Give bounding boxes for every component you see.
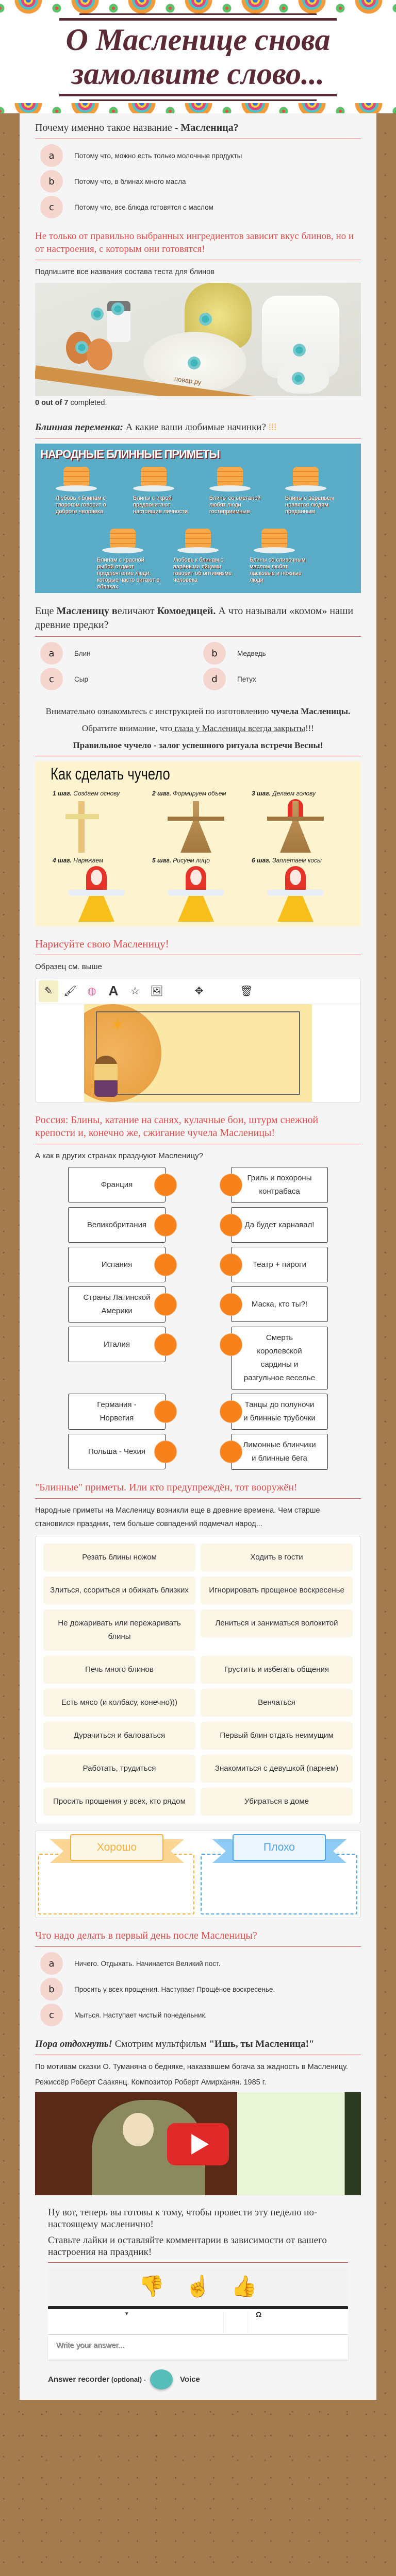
section-heading: Россия: Блины, катание на санях, кулачные бои, штурм снежной крепости и, конечно же, сжигание чучела Масленицы!	[35, 1114, 319, 1139]
match-right-label: Да будет карнавал!	[244, 1220, 315, 1229]
step-text: Формируем объем	[171, 790, 226, 797]
step-caption	[252, 857, 322, 864]
sortable-item[interactable]: Печь много блинов	[43, 1656, 195, 1684]
option-text: Ничего. Отдыхать. Начинается Великий пост.	[74, 1959, 221, 1968]
good-category-label: Хорошо	[70, 1834, 163, 1861]
label-hotspot[interactable]	[111, 302, 124, 315]
step-caption	[53, 790, 120, 797]
match-left-label: Франция	[101, 1180, 133, 1189]
step-number: 1 шаг.	[53, 790, 72, 797]
straw-body	[280, 801, 311, 853]
match-right-item[interactable]	[231, 1394, 328, 1430]
match-left-item[interactable]	[68, 1327, 166, 1362]
scarecrow-instructions-image	[35, 761, 361, 926]
match-right-label: Маска, кто ты?!	[251, 1299, 308, 1309]
plate	[177, 547, 219, 553]
question-last	[35, 1929, 361, 2026]
sleeves	[168, 890, 224, 896]
plate	[133, 485, 174, 492]
closing-text: Ставьте лайки и оставляйте комментарии в зависимости от вашего настроения на праздник!	[48, 2235, 327, 2258]
boy-character	[94, 1056, 118, 1097]
video-section	[35, 2038, 361, 2195]
answer-option[interactable]	[35, 196, 361, 218]
step-text: Рисуем лицо	[171, 857, 210, 864]
editor-toolbar	[48, 2309, 348, 2335]
cross-vertical	[78, 801, 85, 853]
separator	[223, 2311, 224, 2333]
question-3	[35, 604, 361, 693]
title-line: О Масленице снова	[65, 23, 331, 57]
answer-option[interactable]	[35, 642, 198, 665]
match-connector-dot[interactable]	[154, 1400, 177, 1423]
match-connector-dot[interactable]	[220, 1400, 242, 1423]
option-letter-badge: b	[40, 1978, 63, 2001]
match-right-label: Смерть королевской сардины и разгульное веселье	[243, 1333, 316, 1382]
star-icon[interactable]: ☆	[130, 986, 140, 997]
infographic-caption: Блины со сметаной любят люди гостеприимные	[209, 495, 261, 515]
section-heading: "Блинные" приметы. Или кто предупреждён, тот вооружён!	[35, 1482, 298, 1493]
progress-status: 0 out of 7 completed.	[35, 399, 107, 407]
sleeves	[68, 890, 125, 896]
step-caption	[152, 790, 226, 797]
plate	[285, 485, 326, 492]
scarecrow-section	[35, 705, 361, 926]
match-left-item[interactable]	[68, 1286, 166, 1323]
page-header	[0, 0, 396, 113]
drawing-canvas[interactable]	[84, 1004, 312, 1102]
match-left-item[interactable]	[68, 1167, 166, 1202]
match-right-item[interactable]	[231, 1207, 328, 1243]
page-title	[0, 23, 396, 91]
option-text: Мыться. Наступает чистый понедельник.	[74, 2011, 207, 2019]
match-right-item[interactable]	[231, 1434, 328, 1470]
header-pattern	[0, 103, 396, 113]
section-heading: Нарисуйте свою Масленицу!	[35, 938, 169, 950]
step-number: 3 шаг.	[252, 790, 271, 797]
answer-input[interactable]	[48, 2335, 348, 2360]
bad-category-label: Плохо	[233, 1834, 326, 1861]
instruction-emphasis: Правильное чучело - залог успешного ритуала встречи Весны!	[73, 740, 323, 750]
step-text: Заплетаем косы	[270, 857, 322, 864]
video-description: По мотивам сказки О. Туманяна о бедняке, наказавшем богача за жадность в Масленицу.	[35, 2063, 348, 2071]
step-number: 2 шаг.	[152, 790, 171, 797]
answer-placeholder: Write your answer...	[57, 2342, 125, 2350]
straw-arms	[267, 817, 324, 821]
matching-section	[35, 1114, 361, 1470]
play-button[interactable]	[167, 2123, 229, 2165]
drawing-widget	[35, 978, 361, 1103]
sortable-item[interactable]: Знакомиться с девушкой (парнем)	[201, 1755, 353, 1783]
option-letter-badge: b	[40, 170, 63, 193]
categories-box	[35, 1831, 361, 1918]
brush-icon[interactable]: 🖌	[63, 986, 77, 997]
straw-body	[180, 801, 211, 853]
video-credits: Режиссёр Роберт Саакянц. Композитор Роберт Амирханян. 1985 г.	[35, 2078, 267, 2087]
match-right-item[interactable]	[231, 1286, 328, 1322]
sortable-item[interactable]: Дурачиться и баловаться	[43, 1722, 195, 1750]
step-number: 5 шаг.	[152, 857, 171, 864]
step-text: Делаем голову	[270, 790, 316, 797]
step-number: 6 шаг.	[252, 857, 271, 864]
instruction-text: Подпишите все названия состава теста для блинов	[35, 268, 214, 276]
closed-eyes-link[interactable]: глаза у Масленицы всегда закрыты	[172, 723, 306, 733]
text-icon[interactable]: A	[108, 983, 119, 998]
match-left-item[interactable]	[68, 1247, 166, 1282]
option-letter-badge: d	[203, 668, 226, 690]
option-letter-badge: c	[40, 196, 63, 218]
answer-option[interactable]	[198, 642, 361, 665]
match-connector-dot[interactable]	[154, 1214, 177, 1236]
signs-intro: Народные приметы на Масленицу возникли еще в древние времена. Чем старше становился праздник, тем больше совпадений подмечал народ...	[35, 1506, 320, 1528]
sortable-item[interactable]: Ходить в гости	[201, 1544, 353, 1571]
pancake-stack	[63, 467, 89, 487]
option-letter-badge: c	[40, 668, 63, 690]
question-title: Почему именно такое название - Масленица?	[35, 122, 239, 133]
ingredients-section	[35, 230, 361, 410]
match-connector-dot[interactable]	[154, 1293, 177, 1316]
match-question: А как в других странах празднуют Масленицу?	[35, 1151, 203, 1160]
face	[190, 870, 202, 885]
step-caption	[152, 857, 210, 864]
step-text: Создаем основу	[71, 790, 120, 797]
match-right-label: Гриль и похороны контрабаса	[247, 1174, 312, 1196]
reaction-bar	[48, 2268, 348, 2304]
label-hotspot[interactable]	[91, 308, 104, 320]
color-wheel-icon[interactable]: ◍	[87, 986, 96, 997]
option-letter-badge: b	[203, 642, 226, 665]
pencil-icon[interactable]: ✎	[39, 980, 58, 1002]
label-hotspot[interactable]	[199, 313, 212, 326]
infographic-caption: Любовь к блинам с варёными яйцами говорит об оптимизме человека	[173, 557, 232, 583]
match-left-item[interactable]	[68, 1434, 166, 1469]
sortable-item[interactable]: Злиться, ссориться и обижать близких	[43, 1577, 195, 1604]
plate	[102, 547, 143, 553]
plate	[254, 547, 295, 553]
answer-option[interactable]	[35, 144, 361, 167]
pancake-stack	[293, 467, 319, 487]
face	[91, 870, 102, 885]
infographic-image	[35, 444, 361, 593]
sortable-item[interactable]: Первый блин отдать неимущим	[201, 1722, 353, 1750]
egg	[87, 338, 112, 370]
answer-option[interactable]	[35, 1952, 361, 1975]
yellow-dress	[178, 896, 214, 922]
break-section	[35, 421, 361, 593]
sortable-item[interactable]: Лениться и заниматься волокитой	[201, 1609, 353, 1637]
match-right-item[interactable]	[231, 1247, 328, 1282]
pointing-hand-icon[interactable]: ☝	[185, 2275, 211, 2298]
infographic-caption: Блины с икрой предпочитают настоящие личности	[133, 495, 188, 515]
label-hotspot[interactable]	[188, 357, 201, 369]
sortable-item[interactable]: Не дожаривать или пережаривать блины	[43, 1609, 195, 1651]
sortable-item[interactable]: Игнорировать прощеное воскресенье	[201, 1577, 353, 1604]
match-connector-dot[interactable]	[220, 1333, 242, 1356]
draw-section	[35, 938, 361, 1103]
watermark: повар.ру	[174, 375, 202, 386]
step-caption	[252, 790, 316, 797]
option-text: Сыр	[74, 675, 88, 683]
thumbs-up-icon[interactable]: 👍	[231, 2275, 257, 2298]
answer-field[interactable]	[48, 2335, 348, 2360]
answer-option[interactable]	[198, 668, 361, 690]
match-connector-dot[interactable]	[220, 1440, 242, 1463]
option-text: Потому что, можно есть только молочные продукты	[74, 151, 242, 160]
answer-option[interactable]	[35, 668, 198, 690]
yellow-dress	[277, 896, 314, 922]
title-line: замолвите слово...	[72, 57, 324, 91]
question-title: Что надо делать в первый день после Масленицы?	[35, 1930, 257, 1941]
sort-items-pool	[35, 1536, 361, 1823]
pancake-stack	[141, 467, 167, 487]
label-hotspot[interactable]	[292, 372, 305, 385]
step-number: 4 шаг.	[53, 857, 72, 864]
face	[290, 870, 301, 885]
pancake-stack	[217, 467, 243, 487]
image-icon[interactable]: 🖼	[150, 986, 163, 997]
play-icon	[191, 2134, 209, 2155]
closing-section	[35, 2207, 361, 2389]
divider	[79, 99, 317, 101]
option-text: Петух	[237, 675, 256, 683]
section-heading: Не только от правильно выбранных ингредиентов зависит вкус блинов, но и от настроения, с которым они готовятся!	[35, 231, 354, 255]
option-text: Медведь	[237, 649, 266, 657]
special-char-button[interactable]: Ω	[256, 2310, 262, 2318]
draw-subtitle: Образец см. выше	[35, 962, 102, 971]
star-staff-icon: ✶	[110, 1014, 126, 1036]
infographic-caption: Любовь к блинам с творогом говорит о доброте человека	[56, 495, 106, 515]
match-connector-dot[interactable]	[154, 1253, 177, 1276]
match-left-label: Великобритания	[87, 1220, 147, 1229]
option-letter-badge: c	[40, 2004, 63, 2026]
move-icon[interactable]: ✥	[194, 986, 204, 997]
font-dropdown[interactable]: ▾	[125, 2311, 128, 2317]
sleeves	[267, 890, 324, 896]
pancake-stack	[261, 529, 287, 549]
option-text: Блин	[74, 649, 91, 657]
match-connector-dot[interactable]	[220, 1293, 242, 1316]
sortable-item[interactable]: Убираться в доме	[201, 1788, 353, 1816]
infographic-caption: Блины со сливочным маслом любят ласковые и нежные люди	[250, 557, 306, 583]
answer-option[interactable]	[35, 1978, 361, 2001]
closing-text: Ну вот, теперь вы готовы к тому, чтобы провести эту неделю по-настоящему масленично!	[48, 2207, 318, 2230]
voice-label: Voice	[179, 2375, 200, 2384]
step-caption	[53, 857, 103, 864]
divider	[59, 18, 337, 21]
pancake-stack	[110, 529, 136, 549]
record-voice-button[interactable]	[150, 2369, 173, 2389]
ingredients-image	[35, 283, 361, 396]
match-connector-dot[interactable]	[154, 1333, 177, 1356]
instruction-text: Внимательно ознакомьтесь с инструкцией по изготовлению чучела Масленицы.	[45, 706, 351, 716]
canvas-frame	[96, 1011, 300, 1095]
section-heading: Блинная переменка: А какие ваши любимые начинки? ⁞⁞⁞	[35, 422, 277, 433]
step-text: Наряжаем	[71, 857, 104, 864]
infographic-caption: Блинам с красной рыбой отдают предпочтение люди, которые часто витают в облаках	[97, 557, 160, 590]
straw-arms	[168, 817, 224, 821]
match-right-item[interactable]	[231, 1327, 328, 1389]
match-right-label: Театр + пироги	[252, 1260, 307, 1269]
plate	[209, 485, 251, 492]
option-text: Потому что, все блюда готовятся с маслом	[74, 203, 213, 211]
label-hotspot[interactable]	[293, 344, 306, 357]
match-left-item[interactable]	[68, 1394, 166, 1430]
cross-horizontal	[65, 814, 99, 819]
instruction-note: Обратите внимание, что глаза у Масленицы всегда закрыты!!!	[81, 723, 315, 733]
video-player[interactable]	[35, 2092, 361, 2195]
option-text: Потому что, в блинах много масла	[74, 177, 186, 185]
sortable-item[interactable]: Венчаться	[201, 1689, 353, 1717]
answer-option[interactable]	[35, 170, 361, 193]
label-hotspot[interactable]	[75, 341, 88, 354]
option-letter-badge: a	[40, 144, 63, 167]
option-letter-badge: a	[40, 1952, 63, 1975]
match-connector-dot[interactable]	[220, 1174, 242, 1196]
plate	[56, 485, 97, 492]
match-left-item[interactable]	[68, 1207, 166, 1243]
divider	[59, 94, 337, 96]
yellow-dress	[78, 896, 114, 922]
pancake-stack	[185, 529, 211, 549]
divider	[35, 1498, 361, 1499]
thumbs-down-icon[interactable]: 👎	[139, 2275, 165, 2298]
answer-recorder-label: Answer recorder (optional) -	[48, 2375, 146, 2384]
answer-recorder	[48, 2369, 348, 2389]
match-connector-dot[interactable]	[154, 1174, 177, 1196]
section-heading: Пора отдохнуть! Смотрим мультфильм "Ишь, ты Масленица!"	[35, 2039, 315, 2049]
match-right-label: Танцы до полуночи и блинные трубочки	[243, 1400, 316, 1422]
infographic-caption: Блины с вареньем нравятся людям преданным	[285, 495, 334, 515]
drawing-toolbar	[36, 978, 360, 1004]
match-connector-dot[interactable]	[220, 1253, 242, 1276]
cartoon-face	[123, 2113, 154, 2146]
answer-option[interactable]	[35, 2004, 361, 2026]
divider	[48, 2262, 348, 2263]
sortable-item[interactable]: Просить прощения у всех, кто рядом	[43, 1788, 195, 1816]
sortable-item[interactable]: Работать, трудиться	[43, 1755, 195, 1783]
match-left-label: Польша - Чехия	[88, 1447, 146, 1456]
sortable-item[interactable]: Резать блины ножом	[43, 1544, 195, 1571]
match-right-label: Лимонные блинчики и блинные бега	[243, 1440, 316, 1463]
option-letter-badge: a	[40, 642, 63, 665]
option-text: Просить у всех прощения. Наступает Прощёное воскресенье.	[74, 1985, 275, 1993]
match-left-label: Германия - Норвегия	[97, 1400, 137, 1422]
match-left-label: Страны Латинской Америки	[83, 1293, 151, 1315]
sortable-item[interactable]: Грустить и избегать общения	[201, 1656, 353, 1684]
infographic-title: НАРОДНЫЕ БЛИННЫЕ ПРИМЕТЫ	[40, 448, 220, 461]
match-right-item[interactable]	[231, 1167, 328, 1203]
content-card	[20, 113, 376, 2400]
match-left-label: Испания	[101, 1260, 133, 1269]
trash-icon[interactable]: 🗑	[240, 986, 253, 997]
match-connector-dot[interactable]	[220, 1214, 242, 1236]
divider	[79, 13, 317, 15]
divider	[35, 636, 361, 637]
signs-section	[35, 1481, 361, 1918]
question-title: Еще Масленицу величают Комоедицей. А что называли «комом» наши древние предки?	[35, 605, 354, 631]
match-left-label: Италия	[103, 1340, 130, 1349]
image-title: Как сделать чучело	[51, 765, 170, 783]
match-connector-dot[interactable]	[154, 1440, 177, 1463]
question-1	[35, 122, 361, 218]
sortable-item[interactable]: Есть мясо (и колбасу, конечно)))	[43, 1689, 195, 1717]
divider	[35, 1946, 361, 1947]
